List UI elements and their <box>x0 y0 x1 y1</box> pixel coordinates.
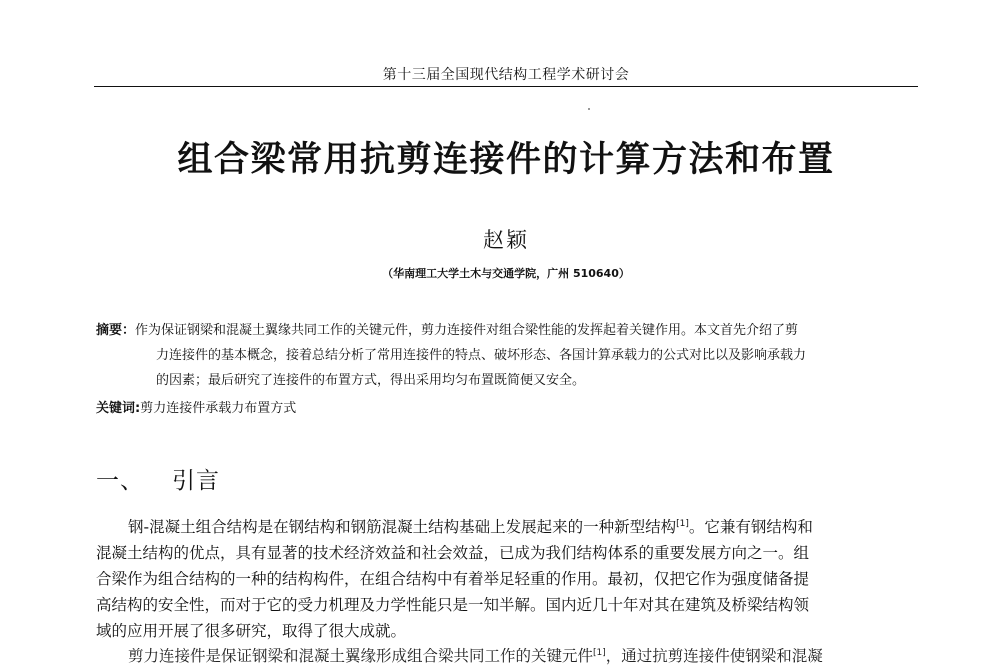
body-line-5: 域的应用开展了很多研究，取得了很大成就。 <box>96 622 407 640</box>
body-line-3: 合梁作为组合结构的一种的结构构件，在组合结构中有着举足轻重的作用。最初，仅把它作为强度储备提 <box>96 570 810 588</box>
keywords <box>96 397 296 416</box>
section-heading <box>96 462 220 495</box>
keywords-text: 剪力连接件承载力布置方式 <box>140 401 297 416</box>
section-title: 引言 <box>172 468 220 494</box>
body-line-1-end: 。它兼有钢结构和 <box>688 518 813 536</box>
keywords-label: 关键词: <box>96 401 141 416</box>
paper-title: 组合梁常用抗剪连接件的计算方法和布置 <box>177 140 835 180</box>
section-number: 一、 <box>96 468 144 494</box>
header-rule <box>94 86 918 87</box>
body-paragraph <box>96 514 918 644</box>
body-line-4: 高结构的安全性，而对于它的受力机理及力学性能只是一知半解。国内近几十年对其在建筑及桥梁结构领 <box>96 596 810 614</box>
citation-ref-2[interactable]: [1] <box>593 647 606 658</box>
author-name: 赵颖 <box>483 228 529 252</box>
citation-ref[interactable]: [1] <box>676 518 689 529</box>
body-line-6-end: ，通过抗剪连接件使钢梁和混凝 <box>605 647 823 665</box>
body-line-6-text: 剪力连接件是保证钢梁和混凝土翼缘形成组合梁共同工作的关键元件 <box>128 647 594 665</box>
abstract-line-3: 的因素；最后研究了连接件的布置方式，得出采用均匀布置既简便又安全。 <box>156 373 586 388</box>
author-affiliation: （华南理工大学土木与交通学院，广州 510640） <box>382 267 630 280</box>
body-line-6-cut <box>128 644 823 666</box>
body-line-2: 混凝土结构的优点，具有显著的技术经济效益和社会效益，已成为我们结构体系的重要发展方向之一。组 <box>96 544 810 562</box>
abstract-text-1: 作为保证钢梁和混凝土翼缘共同工作的关键元件，剪力连接件对组合梁性能的发挥起着关键作用。本文首先介绍了剪 <box>135 323 799 338</box>
scan-speck <box>588 108 590 110</box>
abstract-label: 摘要： <box>96 323 136 338</box>
running-head: 第十三届全国现代结构工程学术研讨会 <box>382 67 630 83</box>
body-line-1-text: 钢-混凝土组合结构是在钢结构和钢筋混凝土结构基础上发展起来的一种新型结构 <box>128 518 677 536</box>
abstract-line-1 <box>96 318 922 343</box>
abstract-line-2: 力连接件的基本概念，接着总结分析了常用连接件的特点、破坏形态、各国计算承载力的公式对比以及影响承载力 <box>156 348 807 363</box>
abstract <box>96 318 922 393</box>
body-line-1 <box>96 514 918 540</box>
